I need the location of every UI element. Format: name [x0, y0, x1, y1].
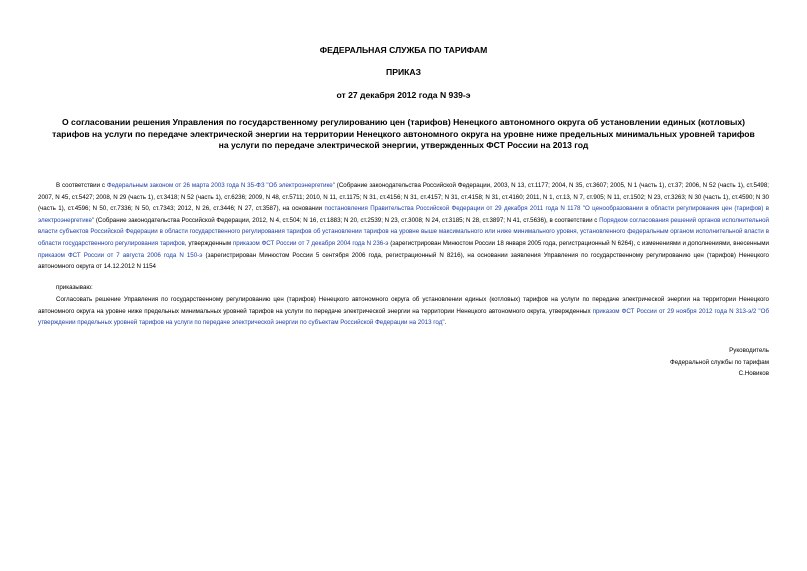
agency-name: ФЕДЕРАЛЬНАЯ СЛУЖБА ПО ТАРИФАМ: [319, 45, 488, 55]
decree-word: приказываю:: [56, 284, 93, 291]
signature-name: С.Новиков: [738, 370, 769, 378]
decision-text-2: .: [444, 319, 447, 327]
link-federal-law-35fz[interactable]: Федеральным законом от 26 марта 2003 года N 35-ФЗ "Об электроэнергетике": [106, 182, 335, 189]
preamble-text-5: (зарегистрирован Минюстом России 18 января 2005 года, регистрационный N 6264), с изменениями и дополнениями, внесенными: [388, 239, 769, 247]
document-type: ПРИКАЗ: [386, 67, 421, 77]
preamble-text-4: , утвержденным: [184, 239, 233, 247]
signature-organization: Федеральной службы по тарифам: [670, 358, 769, 366]
preamble-paragraph: [38, 180, 769, 273]
link-order-236e[interactable]: приказом ФСТ России от 7 декабря 2004 года N 236-э: [232, 239, 389, 247]
link-order-313e2[interactable]: приказом ФСТ России от 29 ноября 2012 года N 313-э/2 "Об утверждении предельных уровней тарифов на услуги по передаче электрической энергии по субъектам Российской Федерации на 2013 год": [38, 307, 769, 327]
preamble-text-1: В соответствии с: [56, 182, 107, 189]
document-date-number: от 27 декабря 2012 года N 939-э: [336, 90, 471, 100]
link-order-150e[interactable]: приказом ФСТ России от 7 августа 2006 года N 150-э: [38, 251, 203, 259]
document-title: О согласовании решения Управления по государственному регулированию цен (тарифов) Ненецкого автономного округа об установлении единых (котловых) тарифов на услуги по передаче электрической энергии на территории Ненецкого автономного округа на уровне ниже предельных минимальных уровней тарифов на услуги по передаче электрической энергии, утвержденных ФСТ России на 2013 год: [52, 117, 755, 151]
signature-block: [549, 345, 769, 380]
decision-paragraph: [38, 294, 769, 329]
preamble-text-2: (Собрание законодательства Российской Федерации, 2003, N 13, ст.1177; 2004, N 35, ст.3607; 2005, N 1 (часть 1), ст.37; 2006, N 52 (часть 1), ст.5498; 2007, N 45, ст.5427; 2008, N 29 (часть 1), ст.3418; N 52 (часть 1), ст.6236; 2009, N 48, ст.5711; 2010, N 11, ст.1175; N 31, ст.4156; N 31, ст.4157; N 31, ст.4158; N 31, ст.4160; 2011, N 1, ст.13, N 7, ст.905; N 11, ст.1502; N 23, ст.3263; N 30 (часть 1), ст.4590; N 30 (часть 1), ст.4596; N 50, ст.7336; N 50, ст.7343; 2012, N 26, ст.3446; N 27, ст.3587), на основании: [38, 182, 769, 213]
signature-position: Руководитель: [729, 347, 769, 354]
preamble-text-6: (зарегистрирован Минюстом России 5 сентября 2006 года, регистрационный N 8216), на основании заявления Управления по государственному регулированию цен (тарифов) Ненецкого автономного округа от 14.12.2012 N 1154: [38, 251, 769, 271]
decision-text-1: Согласовать решение Управления по государственному регулированию цен (тарифов) Ненецкого автономного округа об установлении единых (котловых) тарифов на услуги по передаче электрической энергии на территории Ненецкого автономного округа на уровне ниже предельных минимальных уровней тарифов на услуги по передаче электрической энергии на территории Ненецкого автономного округа, утвержденных: [38, 296, 769, 315]
link-government-resolution-1178[interactable]: постановления Правительства Российской Федерации от 29 декабря 2011 года N 1178 "О ценообразовании в области регулирования цен (тарифов) в электроэнергетике": [38, 205, 769, 224]
preamble-text-3: (Собрание законодательства Российской Федерации, 2012, N 4, ст.504; N 16, ст.1883; N 20, ст.2539; N 23, ст.3008; N 24, ст.3185; N 28, ст.3897; N 41, ст.5636), в соответствии с: [94, 216, 600, 224]
link-approval-procedure[interactable]: Порядком согласования решений органов исполнительной власти субъектов Российской Федерации в области государственного регулирования тарифов об установлении тарифов на уровне выше максимального или ниже минимального уровня, установленного федеральным органом исполнительной власти в области государственного регулирования тарифов: [38, 216, 769, 247]
